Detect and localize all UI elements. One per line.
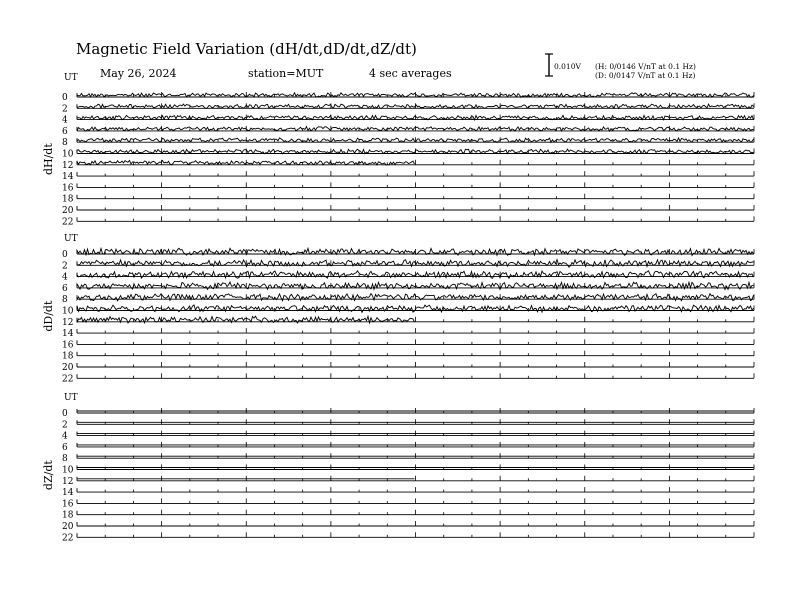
row-label: 2: [62, 420, 68, 431]
panel-dD: [42, 234, 754, 384]
row-label: 2: [62, 104, 68, 115]
row-label: 12: [62, 476, 74, 487]
station-label: station=MUT: [248, 67, 324, 80]
scale-h-sensitivity: (H: 0/0146 V/nT at 0.1 Hz): [595, 62, 696, 71]
row-label: 14: [62, 172, 74, 183]
averaging-label: 4 sec averages: [369, 67, 452, 80]
row-label: 0: [62, 93, 68, 103]
row-label: 4: [62, 115, 68, 126]
panels-group: [42, 73, 754, 543]
row-label: 12: [62, 160, 74, 171]
date-label: May 26, 2024: [100, 67, 177, 80]
row-label: 18: [62, 351, 74, 362]
row-label: 18: [62, 194, 74, 205]
row-label: 12: [62, 317, 74, 328]
row-label: 20: [62, 363, 74, 373]
row-label: 16: [62, 183, 74, 194]
row-label: 0: [62, 250, 68, 260]
panel-dH: [42, 73, 754, 227]
scale-value-label: 0.010V: [554, 62, 581, 71]
row-label: 0: [62, 409, 68, 419]
row-label: 22: [62, 533, 74, 544]
chart-title: Magnetic Field Variation (dH/dt,dD/dt,dZ/dt): [76, 40, 417, 58]
row-label: 22: [62, 374, 74, 385]
row-label: 8: [62, 295, 68, 306]
scale-d-sensitivity: (D: 0/0147 V/nT at 0.1 Hz): [595, 71, 696, 80]
row-label: 2: [62, 261, 68, 272]
row-label: 10: [62, 306, 74, 317]
y-axis-label: dD/dt: [42, 300, 55, 332]
panel-dZ: [42, 393, 754, 543]
row-label: 8: [62, 138, 68, 149]
row-label: 20: [62, 522, 74, 532]
row-label: 14: [62, 329, 74, 340]
row-label: 4: [62, 431, 68, 442]
row-label: 18: [62, 510, 74, 521]
row-label: 22: [62, 217, 74, 228]
row-label: 14: [62, 488, 74, 499]
row-label: 6: [62, 442, 68, 453]
y-axis-label: dZ/dt: [42, 460, 55, 491]
row-label: 10: [62, 465, 74, 476]
row-label: 8: [62, 454, 68, 465]
row-label: 6: [62, 283, 68, 294]
row-label: 16: [62, 340, 74, 351]
ut-label: UT: [64, 73, 78, 83]
row-label: 10: [62, 149, 74, 160]
row-label: 20: [62, 206, 74, 216]
row-label: 16: [62, 499, 74, 510]
scale-bar: [545, 54, 553, 76]
ut-label: UT: [64, 393, 78, 403]
row-label: 6: [62, 126, 68, 137]
y-axis-label: dH/dt: [42, 143, 55, 176]
row-label: 4: [62, 272, 68, 283]
ut-label: UT: [64, 234, 78, 244]
